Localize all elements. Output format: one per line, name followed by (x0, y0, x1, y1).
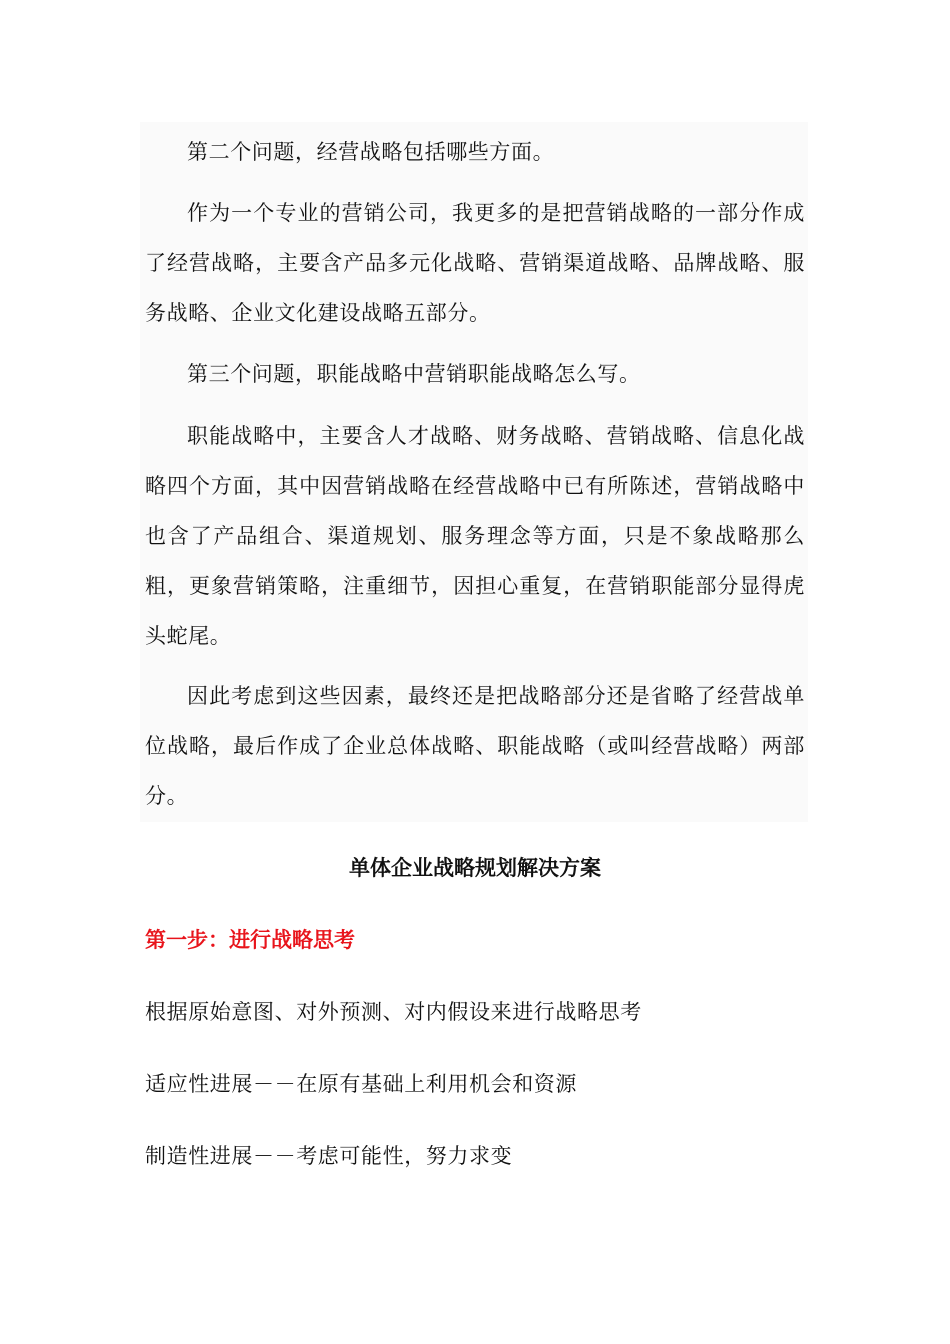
answer-2: 作为一个专业的营销公司，我更多的是把营销战略的一部分作成了经营战略，主要含产品多元化战略、营销渠道战略、品牌战略、服务战略、企业文化建设战略五部分。 (145, 201, 805, 325)
question-2: 第二个问题，经营战略包括哪些方面。 (187, 140, 555, 164)
step-1-line: 制造性进展－－考虑可能性，努力求变 (145, 1144, 513, 1168)
step-1-line: 适应性进展－－在原有基础上利用机会和资源 (145, 1072, 577, 1096)
conclusion: 因此考虑到这些因素，最终还是把战略部分还是省略了经营战单位战略，最后作成了企业总体战略、职能战略（或叫经营战略）两部分。 (145, 684, 805, 808)
step-1-heading: 第一步：进行战略思考 (145, 928, 355, 952)
question-3: 第三个问题，职能战略中营销职能战略怎么写。 (187, 362, 641, 386)
answer-3: 职能战略中，主要含人才战略、财务战略、营销战略、信息化战略四个方面，其中因营销战略在经营战略中已有所陈述，营销战略中也含了产品组合、渠道规划、服务理念等方面，只是不象战略那么粗，更象营销策略，注重细节，因担心重复，在营销职能部分显得虎头蛇尾。 (145, 424, 805, 648)
solution-title: 单体企业战略规划解决方案 (349, 856, 601, 880)
step-1-line: 根据原始意图、对外预测、对内假设来进行战略思考 (145, 1000, 642, 1024)
